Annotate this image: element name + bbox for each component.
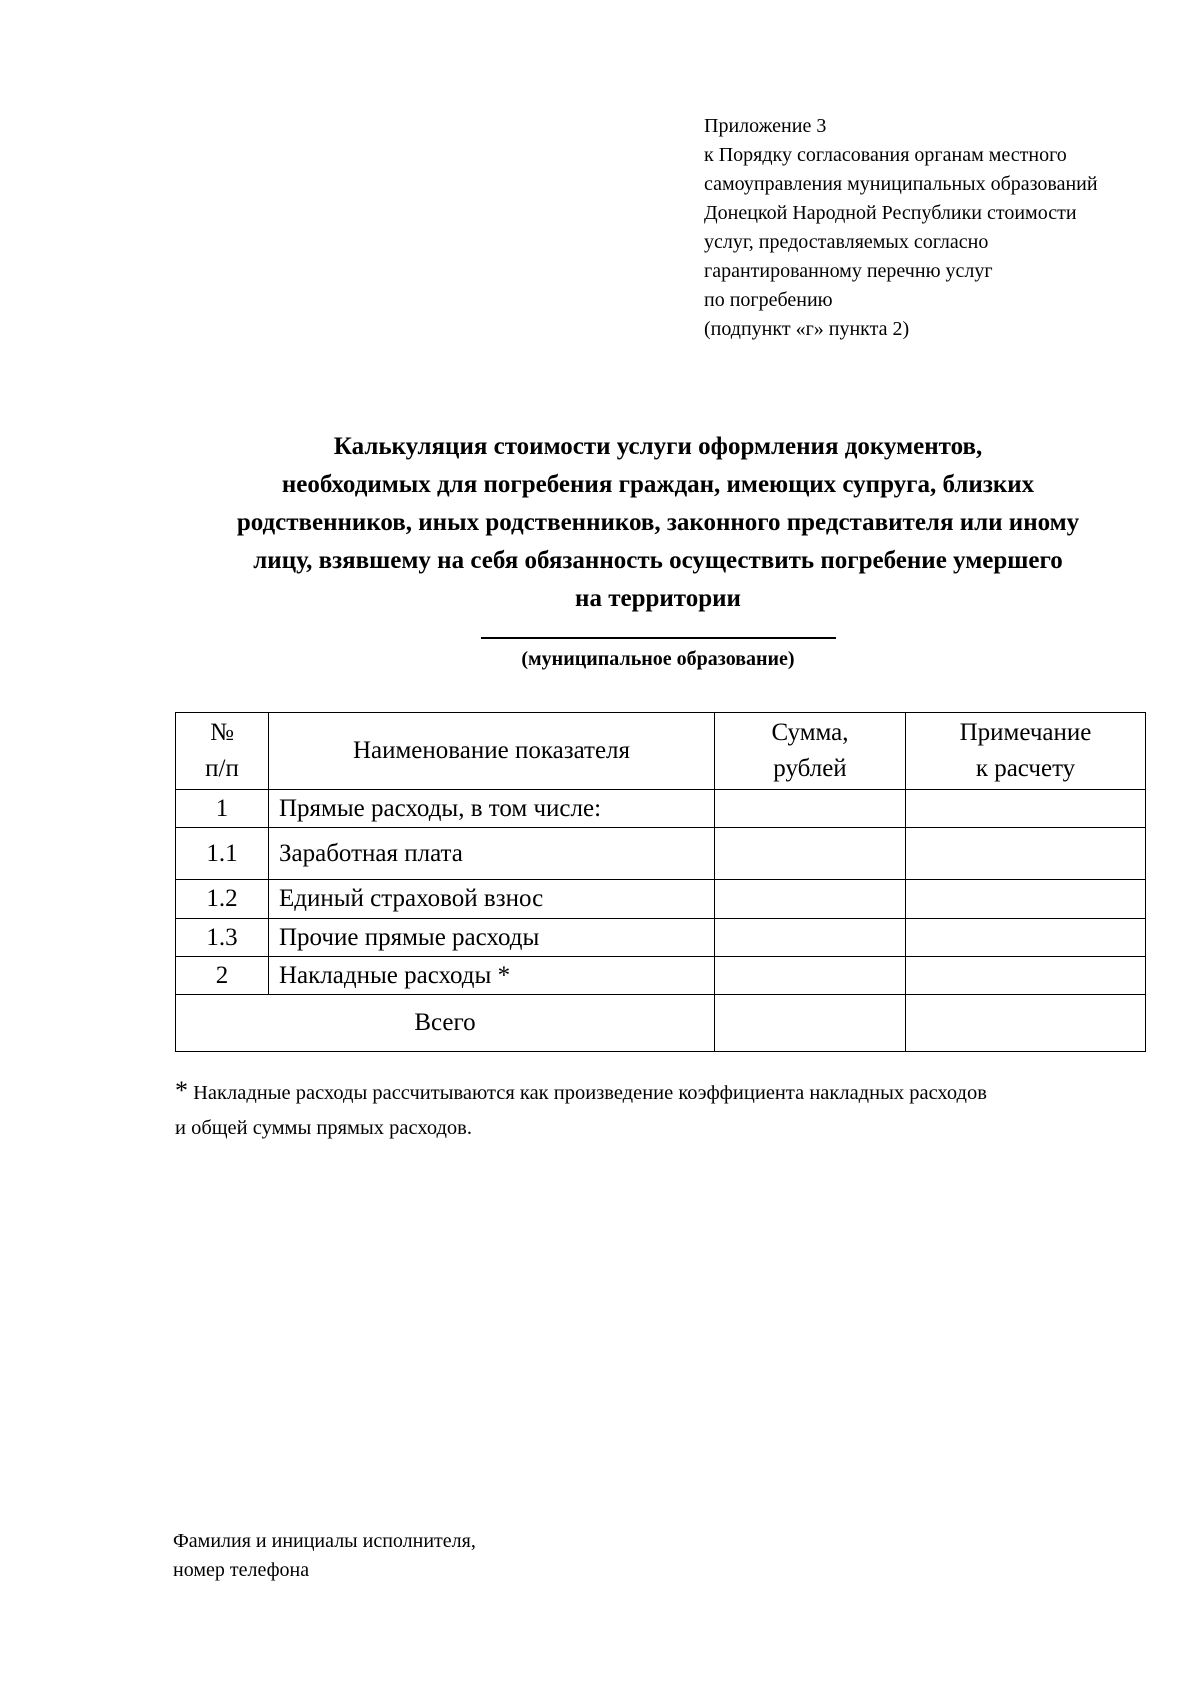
performer-phone-label: номер телефона [173, 1559, 310, 1581]
row-name-cell: Единый страховой взнос [269, 880, 715, 919]
total-label-cell: Всего [176, 995, 715, 1052]
header-sum-cell [715, 713, 906, 790]
appendix-line: гарантированному перечню услуг [704, 260, 993, 282]
row-sum-cell[interactable] [715, 957, 906, 995]
header-sum-line2: рублей [773, 755, 847, 782]
row-sum-cell[interactable] [715, 919, 906, 957]
appendix-line: по погребению [704, 289, 833, 311]
header-number-line2: п/п [205, 755, 239, 782]
table-row [176, 828, 1146, 880]
total-note-cell[interactable] [906, 995, 1146, 1052]
row-note-cell[interactable] [906, 880, 1146, 919]
header-name-cell: Наименование показателя [269, 713, 715, 790]
table-header-row [176, 713, 1146, 790]
appendix-line: к Порядку согласования органам местного [704, 144, 1067, 166]
row-sum-cell[interactable] [715, 790, 906, 828]
title-line: необходимых для погребения граждан, имеющих супруга, близких [281, 471, 1035, 498]
total-sum-cell[interactable] [715, 995, 906, 1052]
appendix-line: самоуправления муниципальных образований [704, 173, 1098, 195]
title-line: Калькуляция стоимости услуги оформления документов, [333, 433, 983, 460]
title-line: родственников, иных родственников, законного представителя или иному [236, 509, 1080, 536]
title-line: на территории [575, 585, 741, 612]
row-name-cell: Прямые расходы, в том числе: [269, 790, 715, 828]
row-note-cell[interactable] [906, 828, 1146, 880]
appendix-line: (подпункт «г» пункта 2) [704, 318, 910, 340]
table-row [176, 790, 1146, 828]
table-total-row [176, 995, 1146, 1052]
row-name-cell: Накладные расходы * [269, 957, 715, 995]
table-row [176, 957, 1146, 995]
header-number-line1: № [210, 719, 234, 746]
row-number-cell: 1.2 [176, 880, 269, 919]
appendix-line: Приложение 3 [704, 115, 827, 137]
row-name-cell: Заработная плата [269, 828, 715, 880]
appendix-line: услуг, предоставляемых согласно [704, 231, 989, 253]
row-number-cell: 1.3 [176, 919, 269, 957]
row-note-cell[interactable] [906, 790, 1146, 828]
municipality-blank-line [481, 637, 836, 639]
document-title [160, 428, 1156, 618]
header-sum-line1: Сумма, [771, 719, 849, 746]
municipality-caption: (муниципальное образование) [521, 648, 795, 670]
appendix-line: Донецкой Народной Республики стоимости [704, 202, 1077, 224]
footnote-line: и общей суммы прямых расходов. [175, 1117, 472, 1139]
performer-signature-block [173, 1527, 773, 1585]
footnote [175, 1073, 1160, 1146]
title-line: лицу, взявшему на себя обязанность осуществить погребение умершего [253, 547, 1063, 574]
row-number-cell: 1.1 [176, 828, 269, 880]
header-note-line2: к расчету [975, 755, 1076, 782]
row-number-cell: 1 [176, 790, 269, 828]
row-sum-cell[interactable] [715, 880, 906, 919]
table-row [176, 919, 1146, 957]
row-sum-cell[interactable] [715, 828, 906, 880]
appendix-note [704, 112, 1174, 344]
calculation-table [175, 712, 1146, 1052]
row-number-cell: 2 [176, 957, 269, 995]
header-number-cell [176, 713, 269, 790]
performer-name-label: Фамилия и инициалы исполнителя, [173, 1530, 476, 1552]
header-note-cell [906, 713, 1146, 790]
header-note-line1: Примечание [959, 719, 1092, 746]
table-row [176, 880, 1146, 919]
row-name-cell: Прочие прямые расходы [269, 919, 715, 957]
footnote-text: Накладные расходы рассчитываются как произведение коэффициента накладных расходов [193, 1082, 987, 1104]
footnote-mark: * [175, 1076, 188, 1105]
footnote-line [175, 1073, 1160, 1111]
row-note-cell[interactable] [906, 957, 1146, 995]
row-note-cell[interactable] [906, 919, 1146, 957]
